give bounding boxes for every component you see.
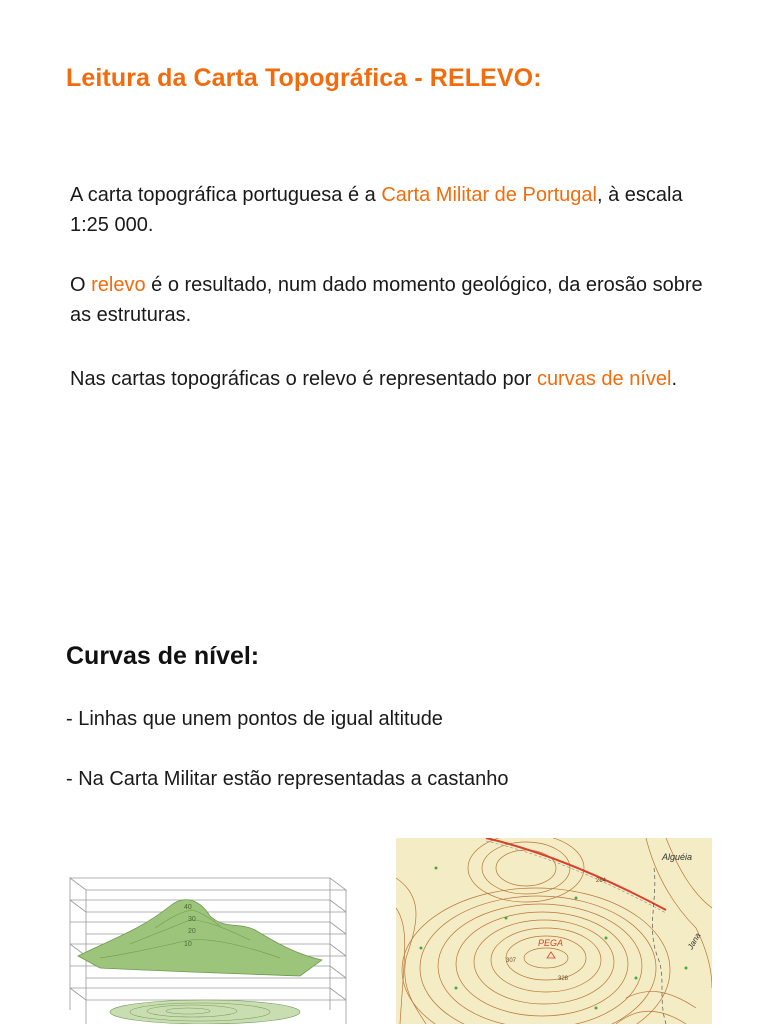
paragraph-text: . <box>671 368 678 390</box>
spot-height: 328 <box>558 976 569 982</box>
map-place-label: Jana <box>685 931 703 951</box>
paragraph-text: é o resultado, num dado momento geológico, da erosão sobre as estruturas. <box>70 274 703 326</box>
paragraph-text: , à escala 1:25 000. <box>70 184 683 236</box>
paragraph-relevo <box>70 270 720 330</box>
topographic-map-excerpt <box>396 838 712 1024</box>
paragraph-carta-militar <box>70 180 720 240</box>
bullet-item: - Linhas que unem pontos de igual altitude <box>66 708 443 730</box>
contour-label: 10 <box>184 941 192 948</box>
contour-block-diagram <box>60 860 350 1024</box>
paragraph-curvas <box>70 364 720 394</box>
map-place-label: PEGA <box>538 938 564 948</box>
spot-height: 307 <box>506 958 517 964</box>
highlight-curvas-de-nivel: curvas de nível <box>536 368 672 390</box>
contour-label: 40 <box>184 904 192 911</box>
highlight-relevo: relevo <box>91 274 146 296</box>
paragraph-text: A carta topográfica portuguesa é a <box>70 184 382 206</box>
page-title: Leitura da Carta Topográfica - RELEVO: <box>66 64 542 92</box>
topo-map-svg <box>396 838 712 1024</box>
paragraph-text: O <box>70 274 92 296</box>
projected-contours <box>110 1000 300 1024</box>
spot-height: 264 <box>596 878 607 884</box>
block-diagram-svg <box>60 860 350 1024</box>
terrain-surface <box>78 900 322 976</box>
highlight-carta-militar: Carta Militar de Portugal <box>381 184 597 206</box>
map-place-label: Alguéia <box>662 852 693 862</box>
bullet-item: - Na Carta Militar estão representadas a castanho <box>66 768 509 790</box>
contour-label: 30 <box>188 916 196 923</box>
section-subtitle: Curvas de nível: <box>66 642 260 670</box>
contour-label: 20 <box>188 928 196 935</box>
paragraph-text: Nas cartas topográficas o relevo é representado por <box>70 368 537 390</box>
